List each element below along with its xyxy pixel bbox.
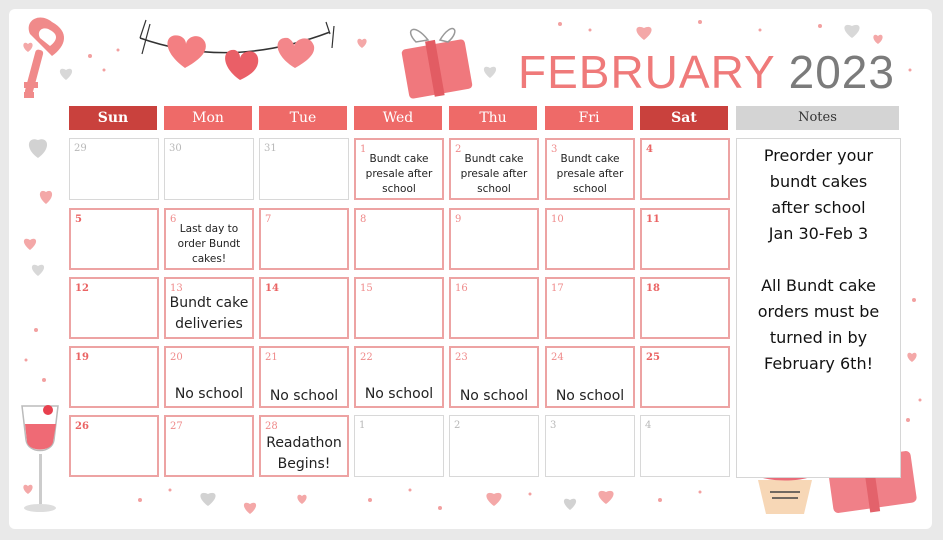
day-cell (259, 415, 349, 477)
notes-line: Jan 30-Feb 3 (768, 224, 869, 243)
day-cell (354, 277, 444, 339)
day-cell (640, 138, 730, 200)
day-cell (545, 346, 635, 408)
notes-panel (736, 138, 901, 478)
day-number: 31 (264, 143, 277, 154)
notes-line: turned in by (769, 328, 868, 347)
day-number: 23 (455, 352, 468, 363)
day-number: 5 (75, 214, 82, 225)
event-line: presale after (460, 168, 528, 180)
day-cell (164, 138, 254, 200)
notes-line: Preorder your (763, 146, 874, 165)
day-cell (640, 415, 730, 477)
day-cell (545, 415, 635, 477)
notes-paragraph-2 (737, 273, 900, 377)
day-number: 6 (170, 214, 177, 225)
day-cell (69, 208, 159, 270)
day-cell (449, 138, 539, 200)
event-line: Bundt cake (169, 295, 249, 311)
day-number: 7 (265, 214, 272, 225)
event-line: deliveries (175, 316, 243, 332)
event-line: presale after (556, 168, 624, 180)
day-number: 22 (360, 352, 373, 363)
event-line: Begins! (277, 456, 331, 472)
day-number: 3 (551, 144, 558, 155)
day-cell (164, 415, 254, 477)
weekday-header-sat: Sat (640, 106, 728, 130)
event-text (166, 222, 252, 267)
day-cell (259, 138, 349, 200)
notes-line: February 6th! (764, 354, 873, 373)
day-number: 19 (75, 352, 89, 363)
weekday-header-fri: Fri (545, 106, 633, 130)
day-number: 1 (360, 144, 367, 155)
day-cell (69, 415, 159, 477)
notes-line: All Bundt cake (761, 276, 876, 295)
day-number: 25 (646, 352, 660, 363)
event-line: Last day to (179, 223, 239, 235)
day-number: 21 (265, 352, 278, 363)
event-text: No school (174, 386, 244, 402)
day-number: 1 (359, 420, 366, 431)
event-line: Bundt cake (369, 153, 429, 165)
day-number: 10 (551, 214, 564, 225)
day-number: 27 (170, 421, 183, 432)
day-cell (259, 208, 349, 270)
notes-line: bundt cakes (769, 172, 868, 191)
day-number: 16 (455, 283, 468, 294)
day-number: 20 (170, 352, 183, 363)
day-number: 4 (645, 420, 652, 431)
day-number: 13 (170, 283, 183, 294)
weekday-header-tue: Tue (259, 106, 347, 130)
notes-header: Notes (736, 106, 899, 130)
day-cell (640, 346, 730, 408)
event-text: No school (459, 388, 529, 404)
event-text (261, 433, 347, 475)
day-cell (449, 346, 539, 408)
event-line: presale after (365, 168, 433, 180)
day-number: 28 (265, 421, 278, 432)
day-cell (259, 277, 349, 339)
day-cell (354, 415, 444, 477)
title-month: FEBRUARY (518, 46, 775, 98)
day-number: 11 (646, 214, 660, 225)
day-cell (69, 277, 159, 339)
day-cell (164, 277, 254, 339)
day-number: 30 (169, 143, 182, 154)
day-number: 14 (265, 283, 279, 294)
day-number: 2 (455, 144, 462, 155)
event-line: Bundt cake (560, 153, 620, 165)
day-cell (164, 208, 254, 270)
day-cell (640, 277, 730, 339)
event-line: Bundt cake (464, 153, 524, 165)
day-cell (449, 415, 539, 477)
weekday-header-mon: Mon (164, 106, 252, 130)
day-number: 15 (360, 283, 373, 294)
day-cell (640, 208, 730, 270)
event-text (547, 152, 633, 197)
day-number: 12 (75, 283, 89, 294)
day-number: 18 (646, 283, 660, 294)
day-number: 3 (550, 420, 557, 431)
day-cell (354, 346, 444, 408)
day-cell (259, 346, 349, 408)
event-line: cakes! (191, 253, 227, 265)
event-text (356, 152, 442, 197)
day-cell (354, 138, 444, 200)
day-number: 9 (455, 214, 462, 225)
day-number: 24 (551, 352, 564, 363)
day-number: 29 (74, 143, 87, 154)
event-line: school (477, 183, 511, 195)
event-line: order Bundt (177, 238, 241, 250)
event-text (451, 152, 537, 197)
event-text: No school (269, 388, 339, 404)
weekday-header-wed: Wed (354, 106, 442, 130)
day-cell (449, 208, 539, 270)
day-cell (164, 346, 254, 408)
notes-line: after school (771, 198, 866, 217)
day-cell (354, 208, 444, 270)
day-cell (545, 138, 635, 200)
day-cell (545, 208, 635, 270)
event-line: school (382, 183, 416, 195)
day-cell (449, 277, 539, 339)
title-year: 2023 (788, 46, 895, 98)
day-number: 17 (551, 283, 564, 294)
event-text: No school (555, 388, 625, 404)
day-number: 8 (360, 214, 367, 225)
day-number: 26 (75, 421, 89, 432)
day-number: 2 (454, 420, 461, 431)
notes-paragraph-1 (737, 143, 900, 247)
event-text (166, 293, 252, 335)
event-line: Readathon (266, 435, 342, 451)
day-number: 4 (646, 144, 653, 155)
weekday-header-sun: Sun (69, 106, 157, 130)
page-title (518, 44, 908, 100)
event-line: school (573, 183, 607, 195)
notes-line: orders must be (757, 302, 880, 321)
day-cell (69, 138, 159, 200)
event-text: No school (364, 386, 434, 402)
day-cell (545, 277, 635, 339)
weekday-header-thu: Thu (449, 106, 537, 130)
day-cell (69, 346, 159, 408)
